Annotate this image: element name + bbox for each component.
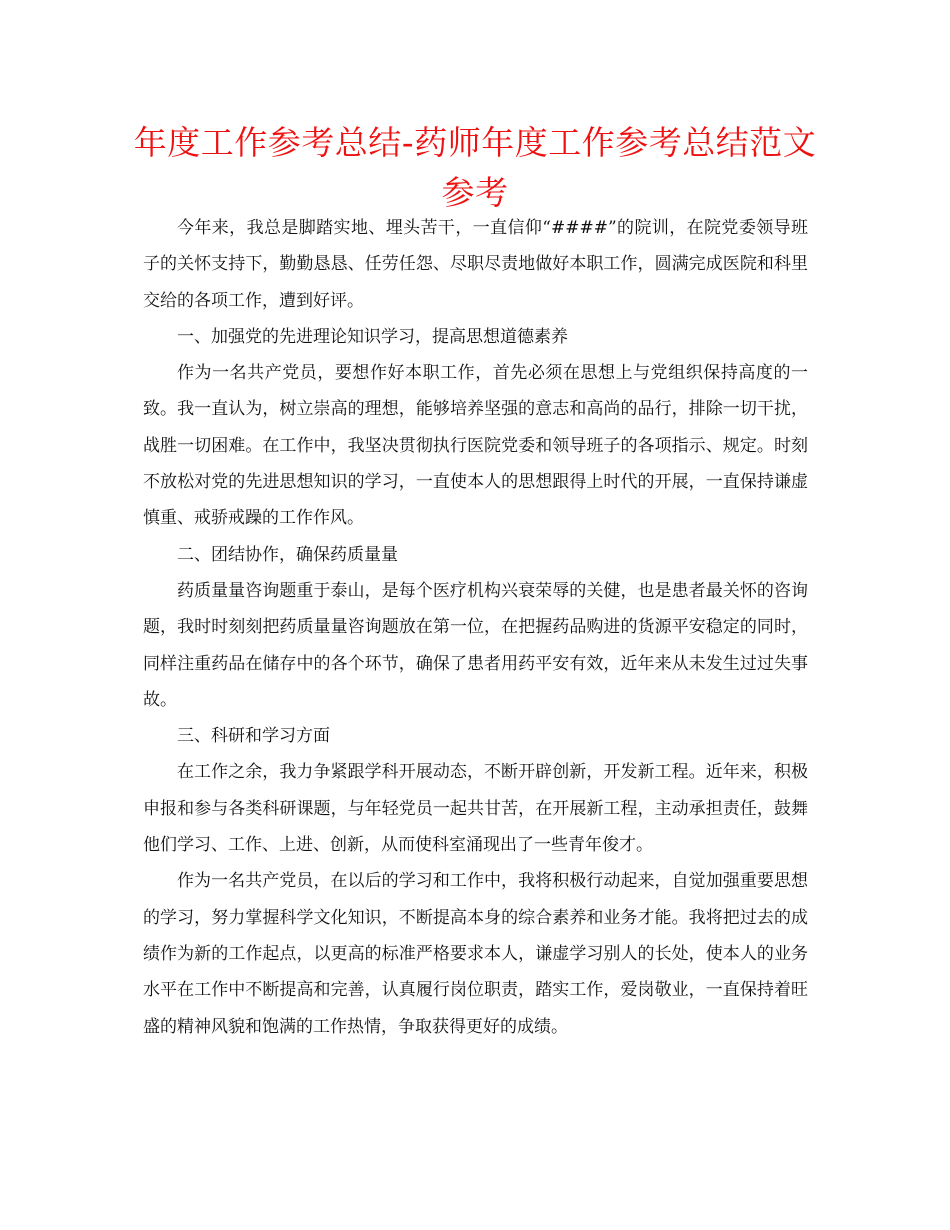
paragraph-intro: 今年来，我总是脚踏实地、埋头苦干，一直信仰“####”的院训，在院党委领导班子的关怀支持下，勤勤恳恳、任劳任怨、尽职尽责地做好本职工作，圆满完成医院和科里交给的各项工作，遭到好评。 (143, 218, 808, 311)
paragraph-conclusion: 作为一名共产党员，在以后的学习和工作中，我将积极行动起来，自觉加强重要思想的学习，努力掌握科学文化知识，不断提高本身的综合素养和业务才能。我将把过去的成绩作为新的工作起点，以更高的标准严格要求本人，谦虚学习别人的长处，使本人的业务水平在工作中不断提高和完善，认真履行岗位职责，踏实工作，爱岗敬业，一直保持着旺盛的精神风貌和饱满的工作热情，争取获得更好的成绩。 (143, 871, 808, 1037)
section-heading-3: 三、科研和学习方面 (177, 726, 330, 747)
document-title: 年度工作参考总结-药师年度工作参考总结范文参考 (133, 123, 817, 212)
section-heading-1: 一、加强党的先进理论知识学习，提高思想道德素养 (177, 326, 568, 347)
paragraph-section-3: 在工作之余，我力争紧跟学科开展动态，不断开辟创新，开发新工程。近年来，积极申报和参与各类科研课题，与年轻党员一起共甘苦，在开展新工程，主动承担责任，鼓舞他们学习、工作、上进、创新，从而使科室涌现出了一些青年俊才。 (143, 762, 808, 856)
section-heading-2: 二、团结协作，确保药质量量 (177, 544, 398, 565)
paragraph-section-2: 药质量量咨询题重于泰山，是每个医疗机构兴衰荣辱的关健，也是患者最关怀的咨询题，我时时刻刻把药质量量咨询题放在第一位，在把握药品购进的货源平安稳定的同时，同样注重药品在储存中的各个环节，确保了患者用药平安有效，近年来从未发生过过失事故。 (143, 580, 808, 710)
document-body (143, 210, 808, 1045)
paragraph-section-1: 作为一名共产党员，要想作好本职工作，首先必须在思想上与党组织保持高度的一致。我一直认为，树立崇高的理想，能够培养坚强的意志和高尚的品行，排除一切干扰，战胜一切困难。在工作中，我坚决贯彻执行医院党委和领导班子的各项指示、规定。时刻不放松对党的先进思想知识的学习，一直使本人的思想跟得上时代的开展，一直保持谦虚慎重、戒骄戒躁的工作作风。 (143, 363, 808, 529)
